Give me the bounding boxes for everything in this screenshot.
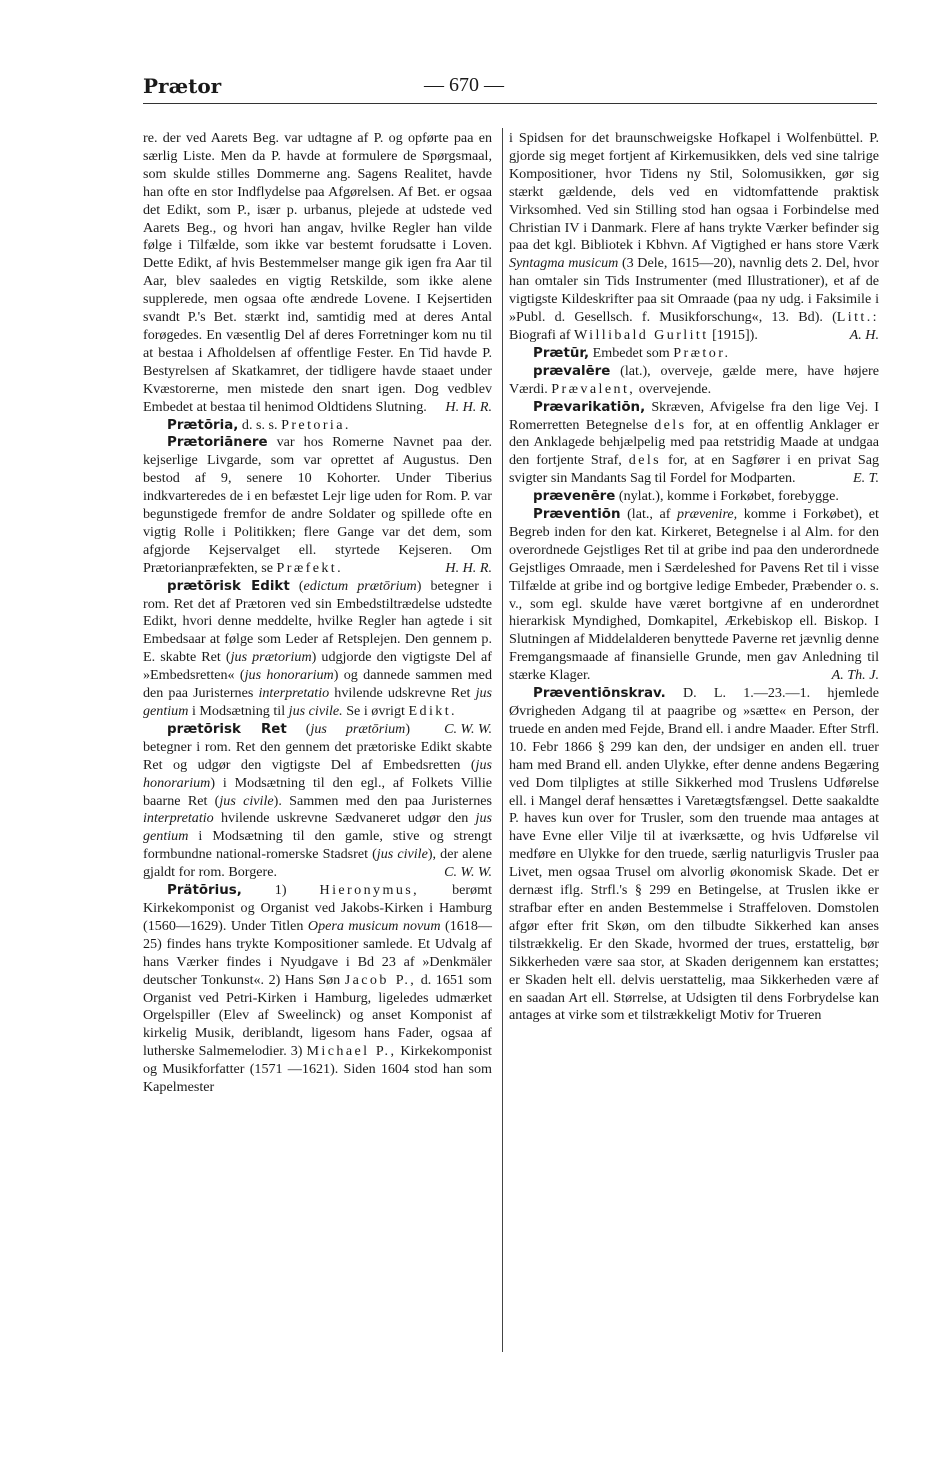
cross-reference: Edikt.: [408, 703, 457, 719]
headword: Prætoriānere: [167, 435, 268, 451]
headword: prætōrisk Ret: [167, 721, 287, 737]
entry-praetorius: Prätōrius, 1) Hieronymus, berømt Kirkekomponist og Organist ved Jakobs-Kirken i Hamburg (1560—1629). Under Titlen Opera musicum novum (1618—25) findes hans trykte Kompositioner samlede. Et Udvalg af hans Værker findes i Nyudgave i Bd 23 af »Denkmäler deutscher Tonkunst«. 2) Hans Søn Jacob P., d. 1651 som Organist ved Petri-Kirken i Hamburg, ligeledes udmærket Orgelspiller (Elev af Sweelinck) og anset Komponist af kirkelig Musik, deriblandt, ligesom hans Fader, ogsaa af lutherske Salmemelodier. 3) Michael P., Kirkekomponist og Musikforfatter (1571 —1621). Siden 1604 stod han som Kapelmester: [143, 882, 492, 1096]
headword: Prævarikatiōn,: [533, 399, 646, 415]
signature: A. Th. J.: [831, 667, 879, 684]
signature: C. W. W.: [444, 720, 492, 737]
column-divider: [502, 128, 503, 1352]
entry-praevarikation: Prævarikatiōn, Skræven, Afvigelse fra den lige Vej. I Romerretten Betegnelse dels for, at en offentlig Anklager er den Anklagede behjælpelig med paa retstridig Maade at undgaa den fortjente Straf, dels for, at en Sagfører i en privat Sag svigter sin Mandants Sag til Fordel for Modparten. E. T.: [509, 398, 880, 487]
entry-praetur: Prætūr, Embedet som Prætor.: [533, 344, 731, 361]
page-header: [0, 0, 928, 110]
entry-praetorisk-ret: prætōrisk Ret (jus prætōrium) betegner i rom. Ret den gennem det prætoriske Edikt skabte Ret og udgør den vigtigste Del af Embedsretten (jus honorarium) i Modsætning til den egl., af Folkets Villie baarne Ret (jus civile). Sammen med den paa Juristernes interpretatio hvilende uskrevne Sædvaneret udgør den jus gentium i Modsætning til den gamle, stive og strengt formbundne national-romerske Stadsret (jus civile), der alene gjaldt for rom. Borgere. C. W. W.: [143, 720, 492, 881]
header-rule: [143, 103, 877, 104]
running-head-word: Prætor: [143, 74, 222, 98]
entry-praetor-continued: re. der ved Aarets Beg. var udtagne af P. og opførte paa en særlig Liste. Men da P. havde at formulere de Spørgsmaal, som skulde stilles Dommerne ang. Sagens Realitet, havde han ofte en stor Indflydelse paa Afgørelsen. Af Bet. er ogsaa det Edikt, som P., især p. urbanus, plejede at udstede ved Aarets Beg., og hvori han angav, hvilke Regler han vilde følge i Tilfælde, som ikke var bestemt forudsatte i Loven. Dette Edikt, af hvis Bestemmelser mange gik igen fra Aar til Aar, blev saaledes en vigtig Retskilde, som ikke alene supplerede, men ogsaa ofte ændrede Lovene. I Kejsertiden svandt P.'s Bet. stærkt ind, samtidig med at deres Antal forøgedes. En væsentlig Del af deres Forretninger kom nu til at bestaa i Afholdelsen af offentlige Fester. En Tid havde P. Bestyrelsen af Skatkamret, der tidligere havde staaet under Kvæstorerne, men mistede den snart igen. Dog vedblev Embedet at bestaa til henimod Oldtidens Slutning. H. H. R.: [143, 130, 492, 415]
signature: H. H. R.: [445, 398, 492, 415]
cross-reference: Prætor.: [673, 344, 731, 361]
headword: Præventiōnskrav.: [533, 686, 666, 702]
signature: H. H. R.: [445, 559, 492, 576]
entry-praevention: Præventiōn (lat., af prævenire, komme i Forkøbet), et Begreb inden for den kat. Kirkeret, Betegnelse i al Alm. for den overordnede Gejstliges Ret til at gribe ind paa den underordnede Gejstliges Omraade, men i Særdeleshed for Pavens Ret til i visse Tilfælde at gribe ind og bortgive ledige Embeder, Præbender o. s. v., som egl. skulde have været bortgivne af en underordnet hierarkisk Myndighed, Domkapitel, Ærkebiskop ell. Biskop. I Slutningen af Middelalderen benyttede Paverne ret jævnlig denne Fremgangsmaade af finansielle Grunde, men gav Anledning til stærke Klager. A. Th. J.: [509, 506, 879, 684]
signature: C. W. W.: [444, 864, 492, 881]
headword: Præventiōn: [533, 507, 621, 523]
headword: Prætūr,: [533, 345, 590, 361]
entry-praevenere: prævenēre (nylat.), komme i Forkøbet, forebygge.: [533, 488, 839, 505]
headword: prævenēre: [533, 489, 616, 505]
entry-praetorianere: Prætoriānere var hos Romerne Navnet paa der. kejserlige Livgarde, som var oprettet af Augustus. Den bestod af 9, senere 10 Kohorter. Under Tiberius indkvarteredes de i en befæstet Lejr lige uden for Rom. P. var begunstigede fremfor de andre Soldater og spillede ofte en vigtig Rolle i Politikken; flere Gange var det dem, som afgjorde Kejservalget ell. styrtede Kejseren. Om Prætorianpræfekten, se Præfekt. H. H. R.: [143, 434, 492, 576]
right-column: [509, 130, 879, 1025]
headword: prætōrisk Edikt: [167, 578, 290, 594]
entry-praeventionskrav: Præventiōnskrav. D. L. 1.—23.—1. hjemlede Øvrigheden Adgang til at paagribe og »sætte« en Person, der truede en anden med Fejde, Brand ell. i andre Maader. Efter Strfl. 10. Febr 1866 § 299 kan den, der undsiger en anden ell. truer ham med Brand ell. anden Ulykke, efter denne andens Begæring ved Dom tilpligtes at stille Sikkerhed mod Truslens Udførelse ell. i Mangel deraf hensættes i Varetægtsfængsel. Dette saakaldte P. haves kun over for Trusler, som den truende maa antages at have Evne eller Vilje til at iværksætte, og hvis Udførelse vil medføre en Ulykke for den truede, særlig naturligvis Trusler paa Livet, men ogsaa Trusel om alvorlig økonomisk Skade. Det er dernæst iflg. Strfl.'s § 299 en Betingelse, at Truslen ikke er strafbar efter en anden Bestemmelse i Straffeloven. Domstolen afgør efter frit Skøn, om den tilbudte Sikkerhed kan anses tilstrækkelig. Er den Skade, hvormed der trues, erstattelig, bør Sikkerheden være saa stor, at Skaden derigennem kan erstattes; er Skaden helt ell. delvis uerstattelig, maa Sikkerheden være af en saadan Art ell. Størrelse, at Udsigten til dens Forbrydelse kan antages at virke som et tilstrækkeligt Motiv for Trueren: [509, 685, 879, 1024]
entry-praetorius-continued: i Spidsen for det braunschweigske Hofkapel i Wolfenbüttel. P. gjorde sig meget fortjent af Kirkemusikken, dels ved sine talrige Kompositioner, hvor Tidens ny Stil, Solomusikken, gør sig stærkt gældende, dels ved en vidtomfattende praktisk Virksomhed. Ved sin Stilling stod han ogsaa i Forbindelse med Christian IV i Danmark. Flere af hans trykte Værker befinder sig paa det kgl. Bibliotek i Kbhvn. Af Vigtighed er hans store Værk Syntagma musicum (3 Dele, 1615—20), navnlig dets 2. Del, hvor han omtaler sin Tids Instrumenter (med Illustrationer), et af de vigtigste Kildeskrifter paa sit Omraade (paa ny udg. i Faksimile i »Publ. d. Gesellsch. f. Musikforschung«, 13. Bd). (Litt.: Biografi af Willibald Gurlitt [1915]). A. H.: [509, 130, 879, 343]
headword: Prätōrius,: [167, 883, 242, 899]
cross-reference: Prævalent,: [551, 380, 636, 397]
headword: prævalēre: [533, 363, 611, 379]
entry-praevalere: prævalēre (lat.), overveje, gælde mere, have højere Værdi. Prævalent, overvejende.: [509, 362, 879, 397]
page-number: — 670 —: [424, 74, 504, 96]
signature: E. T.: [853, 470, 879, 487]
left-column: [143, 130, 492, 1097]
headword: Prætōria,: [167, 417, 239, 433]
entry-praetorisk-edikt: prætōrisk Edikt (edictum prætōrium) betegner i rom. Ret det af Prætoren ved sin Embedstiltrædelse udstedte Edikt, hvori denne meddelte, hvilke Regler han agtede i sit Embedsaar at følge som Leder af Retsplejen. Den gennem p. E. skabte Ret (jus prætorium) udgjorde den vigtigste Del af »Embedsretten« (jus honorarium) og dannede sammen med den paa Juristernes interpretatio hvilende udskrevne Ret jus gentium i Modsætning til jus civile. Se i øvrigt Edikt. C. W. W.: [143, 577, 493, 737]
entry-praetoria: Prætōria, d. s. s. Pretoria.: [167, 416, 351, 433]
signature: A. H.: [849, 326, 879, 343]
cross-reference: Pretoria.: [281, 416, 351, 433]
cross-reference: Præfekt.: [276, 559, 344, 576]
